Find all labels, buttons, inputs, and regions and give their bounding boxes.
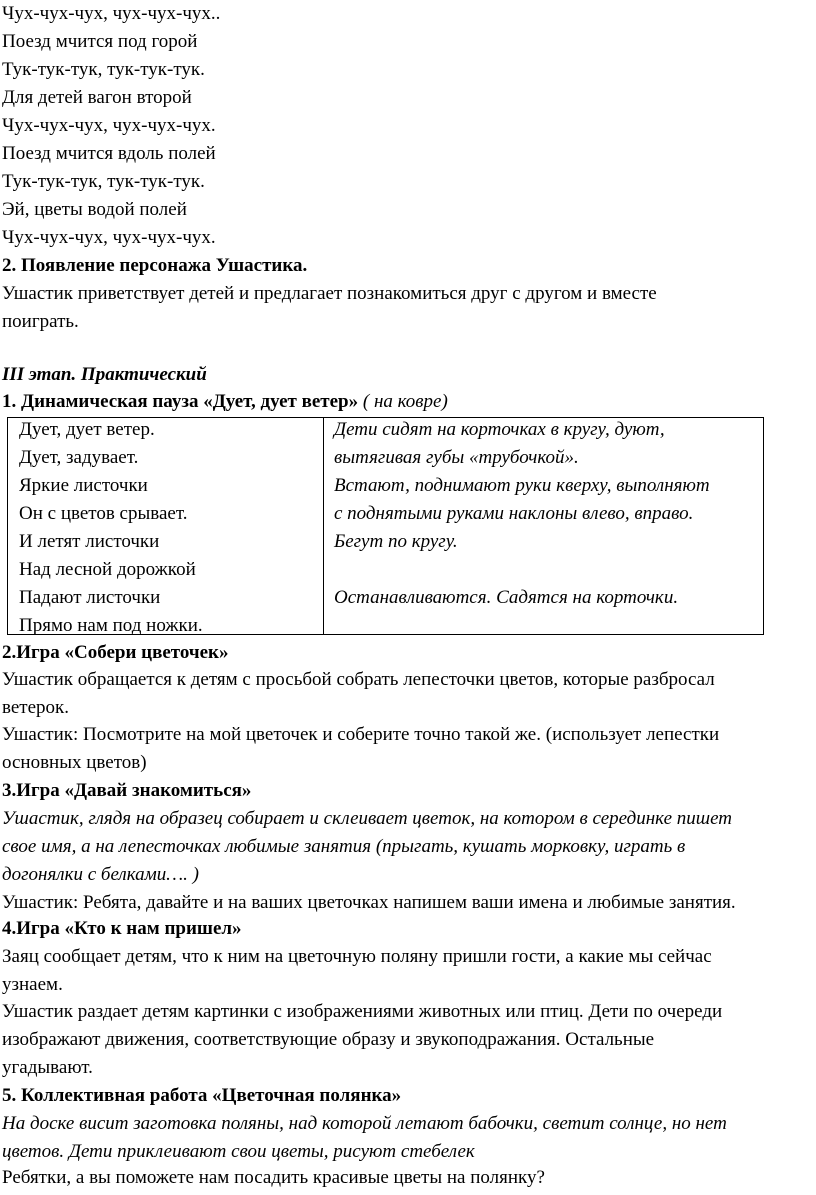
- game-heading: 5. Коллективная работа «Цветочная полянка»: [2, 1085, 402, 1106]
- game-heading: 4.Игра «Кто к нам пришел»: [2, 918, 242, 939]
- poem-line: Тук-тук-тук, тук-тук-тук.: [2, 171, 205, 192]
- table-column-divider: [323, 418, 324, 634]
- table-verse-line: Он с цветов срывает.: [19, 503, 188, 524]
- paragraph-line: Ушастик: Ребята, давайте и на ваших цветочках напишем ваши имена и любимые занятия.: [2, 892, 736, 913]
- poem-line: Чух-чух-чух, чух-чух-чух.: [2, 227, 216, 248]
- paragraph-line-italic: свое имя, а на лепесточках любимые занятия (прыгать, кушать морковку, играть в: [2, 836, 686, 857]
- exercise-table: [7, 417, 764, 635]
- paragraph-line: Ушастик: Посмотрите на мой цветочек и соберите точно такой же. (использует лепестки: [2, 724, 720, 745]
- paragraph-line: Ребятки, а вы поможете нам посадить красивые цветы на полянку?: [2, 1167, 545, 1188]
- table-action-line: с поднятыми руками наклоны влево, вправо.: [334, 503, 694, 524]
- exercise-title: 1. Динамическая пауза «Дует, дует ветер»: [2, 391, 359, 412]
- paragraph-line-italic: Ушастик, глядя на образец собирает и склеивает цветок, на котором в серединке пишет: [2, 808, 733, 829]
- table-action-line: вытягивая губы «трубочкой».: [334, 447, 579, 468]
- table-action-line: Бегут по кругу.: [334, 531, 458, 552]
- paragraph-line: Ушастик приветствует детей и предлагает познакомиться друг с другом и вместе: [2, 283, 657, 304]
- table-verse-line: Падают листочки: [19, 587, 161, 608]
- table-verse-line: Прямо нам под ножки.: [19, 615, 203, 636]
- paragraph-line: поиграть.: [2, 311, 79, 332]
- table-verse-line: Дует, задувает.: [19, 447, 139, 468]
- exercise-heading: [2, 388, 448, 416]
- poem-line: Поезд мчится вдоль полей: [2, 143, 216, 164]
- paragraph-line: Ушастик обращается к детям с просьбой собрать лепесточки цветов, которые разбросал: [2, 669, 715, 690]
- paragraph-line: узнаем.: [2, 974, 63, 995]
- paragraph-line: ветерок.: [2, 697, 70, 718]
- poem-line: Поезд мчится под горой: [2, 31, 198, 52]
- exercise-note: ( на ковре): [362, 391, 448, 412]
- table-verse-line: Дует, дует ветер.: [19, 419, 155, 440]
- paragraph-line: Ушастик раздает детям картинки с изображениями животных или птиц. Дети по очереди: [2, 1001, 723, 1022]
- paragraph-line-italic: На доске висит заготовка поляны, над которой летают бабочки, светит солнце, но нет: [2, 1113, 727, 1134]
- paragraph-line-italic: догонялки с белками…. ): [2, 864, 199, 885]
- table-action-line: Дети сидят на корточках в кругу, дуют,: [334, 419, 665, 440]
- table-action-line: Встают, поднимают руки кверху, выполняют: [334, 475, 710, 496]
- paragraph-line-italic: цветов. Дети приклеивают свои цветы, рисуют стебелек: [2, 1141, 475, 1162]
- table-verse-line: И летят листочки: [19, 531, 160, 552]
- table-action-line: Останавливаются. Садятся на корточки.: [334, 587, 679, 608]
- poem-line: Чух-чух-чух, чух-чух-чух.: [2, 115, 216, 136]
- stage-heading: III этап. Практический: [2, 364, 207, 385]
- poem-line: Эй, цветы водой полей: [2, 199, 187, 220]
- game-heading: 3.Игра «Давай знакомиться»: [2, 780, 252, 801]
- paragraph-line: основных цветов): [2, 752, 147, 773]
- poem-line: Тук-тук-тук, тук-тук-тук.: [2, 59, 205, 80]
- table-verse-line: Яркие листочки: [19, 475, 148, 496]
- paragraph-line: изображают движения, соответствующие образу и звукоподражания. Остальные: [2, 1029, 655, 1050]
- paragraph-line: Заяц сообщает детям, что к ним на цветочную поляну пришли гости, а какие мы сейчас: [2, 946, 712, 967]
- section-heading: 2. Появление персонажа Ушастика.: [2, 255, 308, 276]
- poem-line: Для детей вагон второй: [2, 87, 192, 108]
- game-heading: 2.Игра «Собери цветочек»: [2, 642, 229, 663]
- table-verse-line: Над лесной дорожкой: [19, 559, 196, 580]
- paragraph-line: угадывают.: [2, 1057, 93, 1078]
- poem-line: Чух-чух-чух, чух-чух-чух..: [2, 3, 221, 24]
